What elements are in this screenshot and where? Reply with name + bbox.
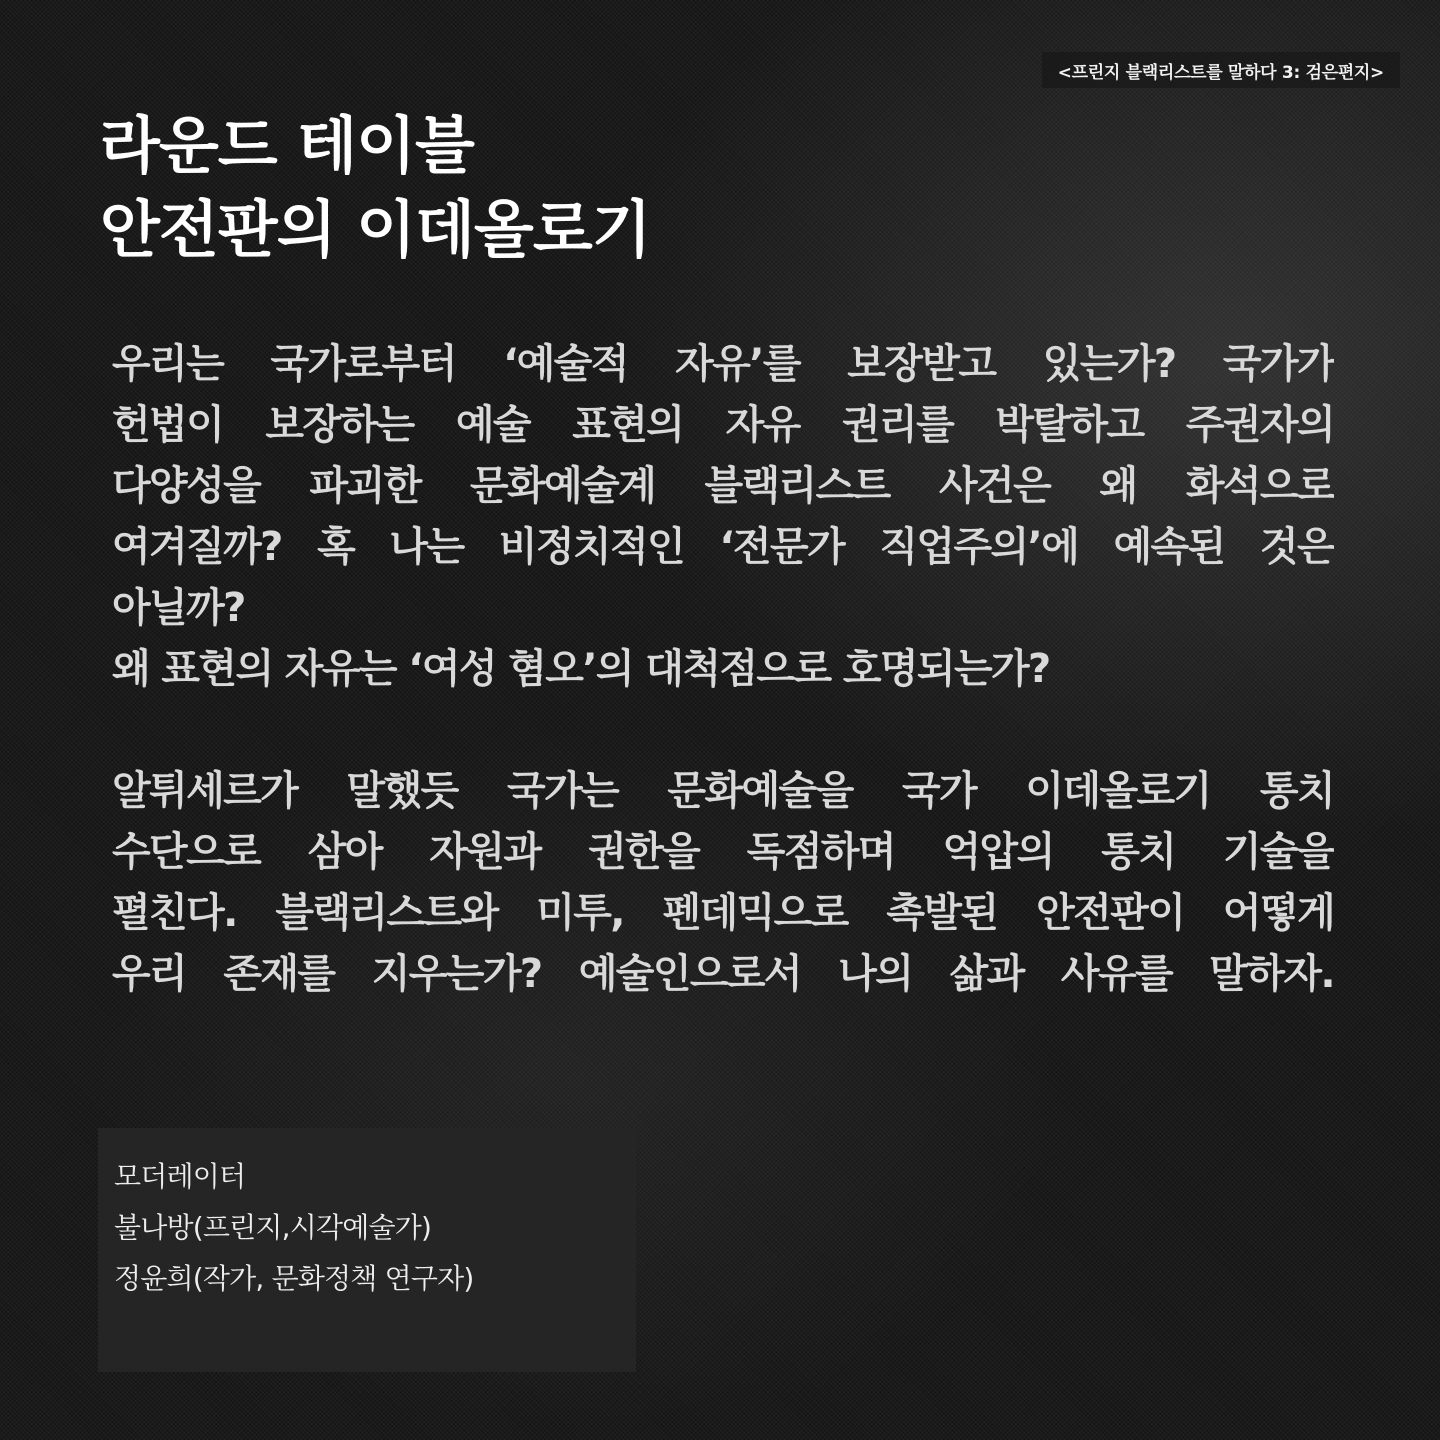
page-title bbox=[100, 104, 651, 272]
body-line: 우리 존재를 지우는가? 예술인으로서 나의 삶과 사유를 말하자. bbox=[112, 951, 1334, 997]
body-line: 헌법이 보장하는 예술 표현의 자유 권리를 박탈하고 주권자의 bbox=[112, 402, 1334, 448]
credits-heading: 모더레이터 bbox=[114, 1160, 246, 1193]
body-line: 여겨질까? 혹 나는 비정치적인 ‘전문가 직업주의’에 예속된 것은 bbox=[112, 524, 1334, 570]
body-line: 왜 표현의 자유는 ‘여성 혐오’의 대척점으로 호명되는가? bbox=[112, 646, 1050, 692]
credits-person: 정윤희(작가, 문화정책 연구자) bbox=[114, 1262, 474, 1295]
series-tag: <프린지 블랙리스트를 말하다 3: 검은편지> bbox=[1042, 52, 1400, 88]
title-line-1: 라운드 테이블 bbox=[100, 109, 474, 182]
body-line: 알튀세르가 말했듯 국가는 문화예술을 국가 이데올로기 통치 bbox=[112, 768, 1334, 814]
credits-person: 불나방(프린지,시각예술가) bbox=[114, 1211, 432, 1244]
body-text bbox=[112, 334, 1334, 1005]
title-line-2: 안전판의 이데올로기 bbox=[100, 193, 651, 266]
body-line: 수단으로 삼아 자원과 권한을 독점하며 억압의 통치 기술을 bbox=[112, 829, 1334, 875]
paragraph-gap bbox=[112, 700, 1334, 761]
credits bbox=[114, 1151, 474, 1304]
body-line: 우리는 국가로부터 ‘예술적 자유’를 보장받고 있는가? 국가가 bbox=[112, 341, 1334, 387]
body-line: 다양성을 파괴한 문화예술계 블랙리스트 사건은 왜 화석으로 bbox=[112, 463, 1334, 509]
body-line: 펼친다. 블랙리스트와 미투, 펜데믹으로 촉발된 안전판이 어떻게 bbox=[112, 890, 1334, 936]
body-line: 아닐까? bbox=[112, 585, 245, 631]
